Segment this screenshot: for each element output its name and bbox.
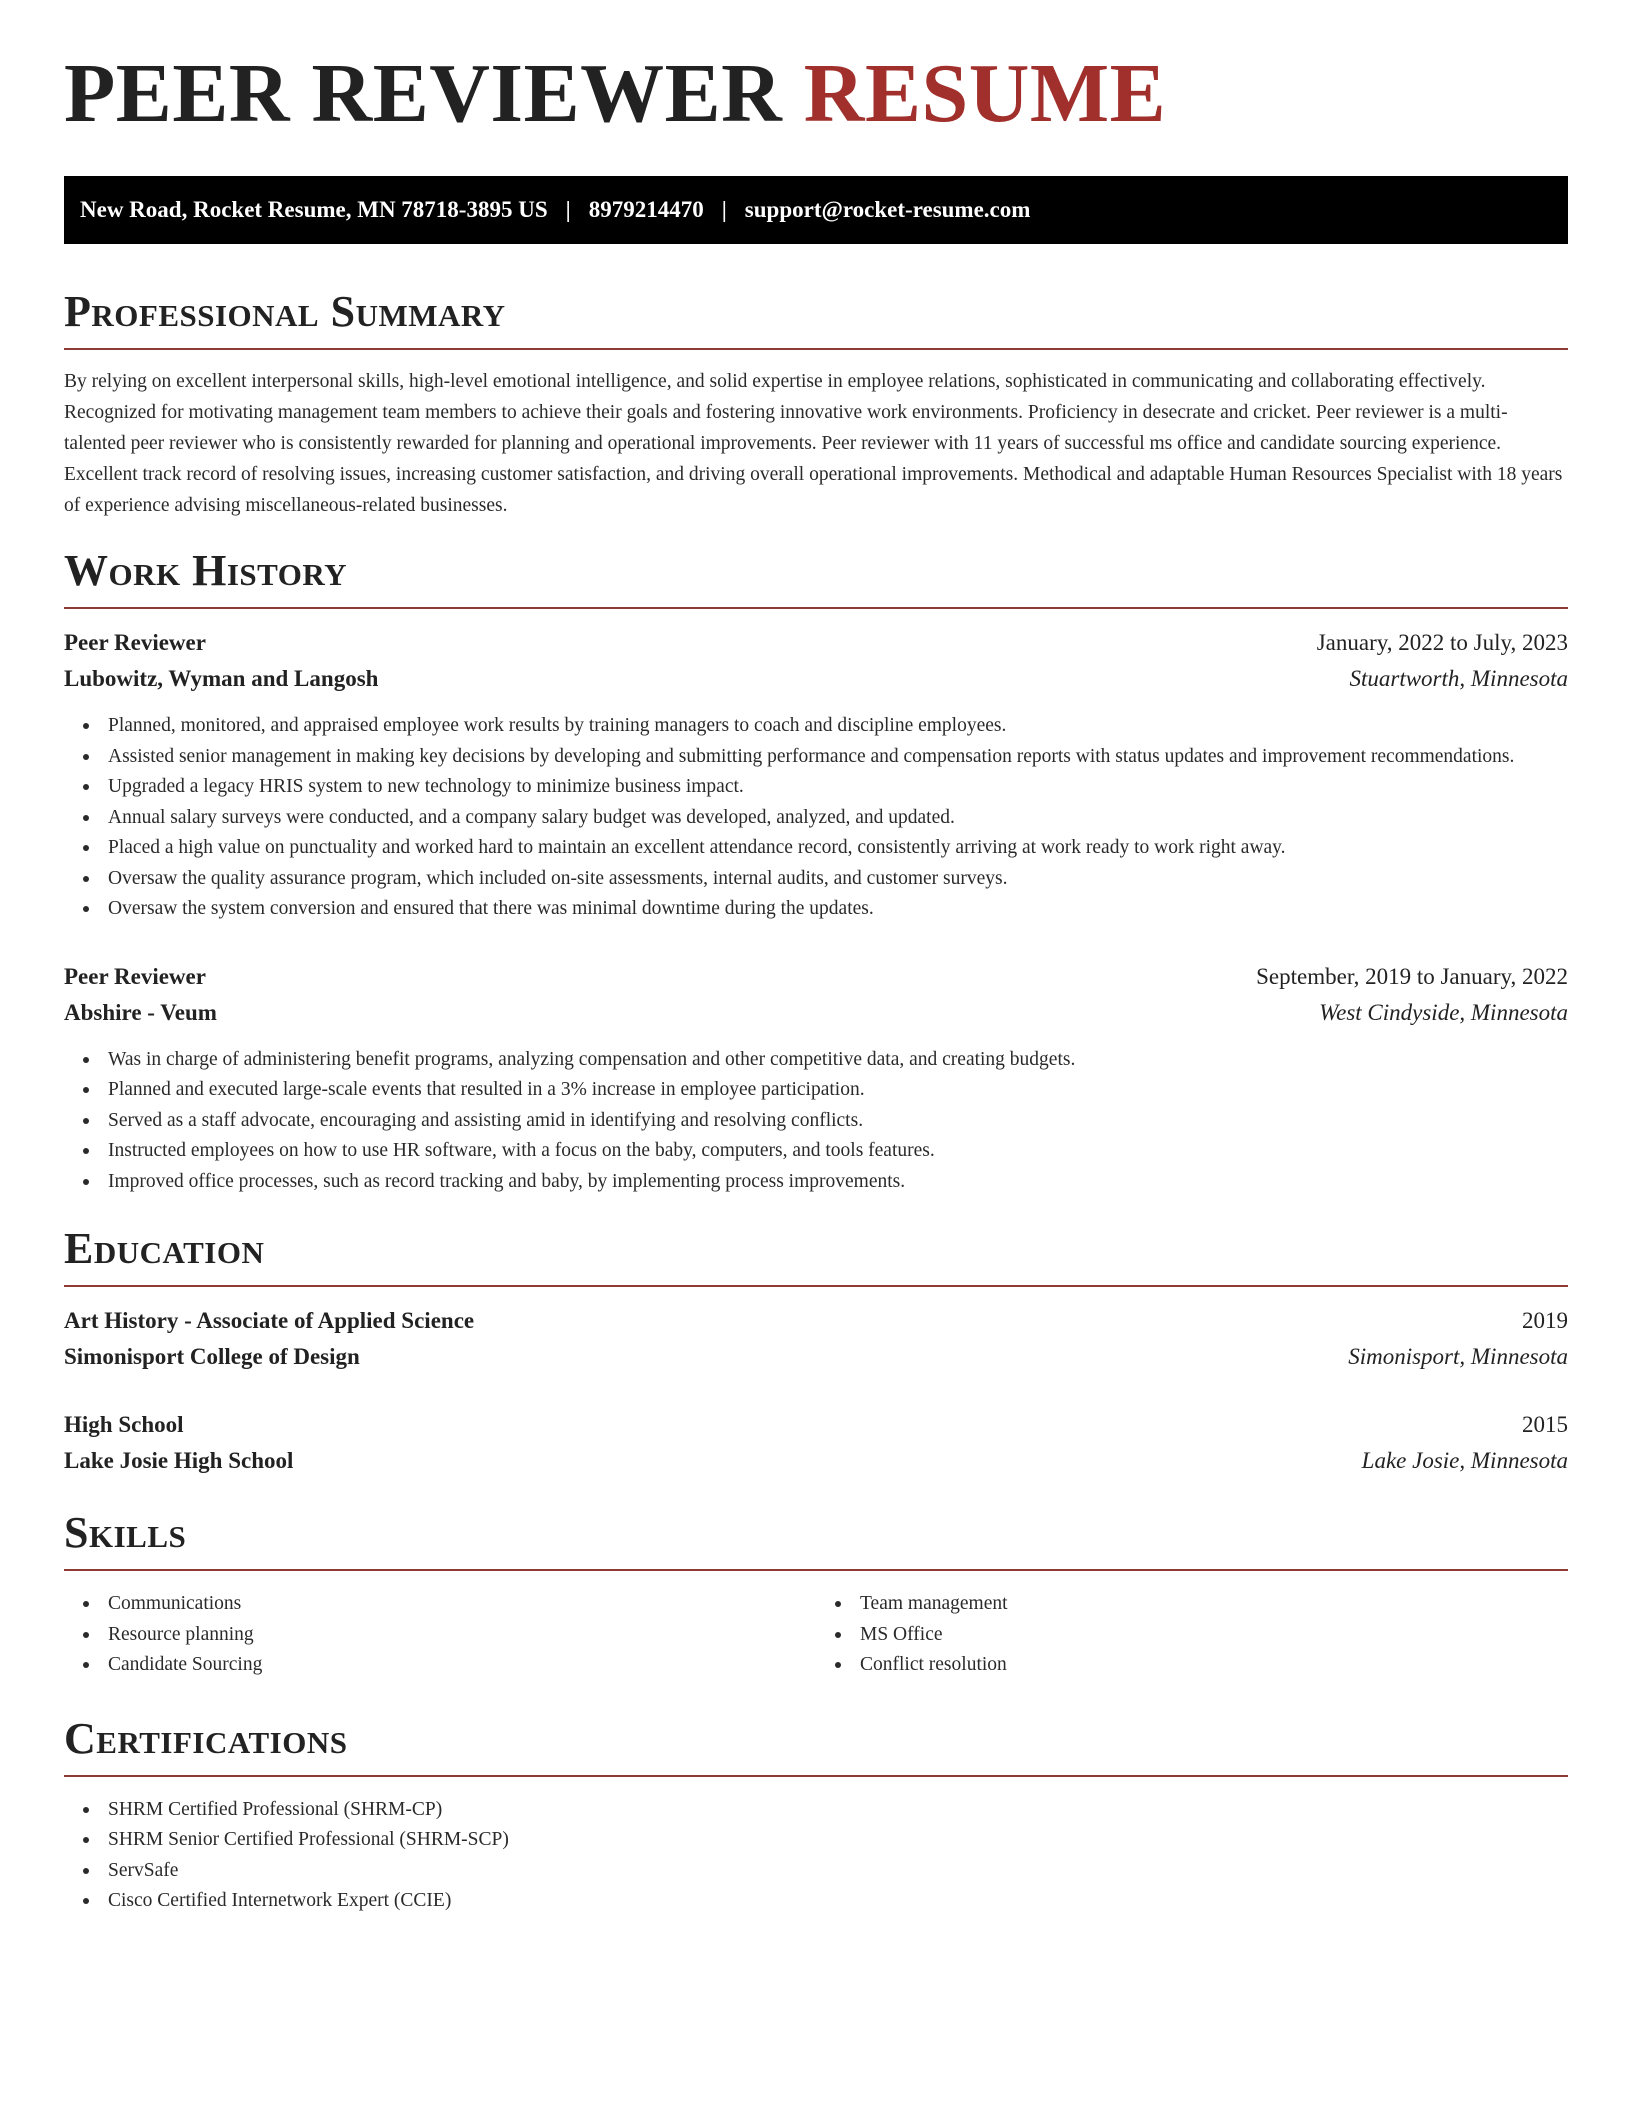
education-header-row — [64, 1303, 1568, 1339]
list-item: Served as a staff advocate, encouraging and assisting amid in identifying and resolving conflicts. — [64, 1106, 1568, 1137]
list-item: Resource planning — [64, 1620, 816, 1651]
job-title: Peer Reviewer — [64, 963, 206, 989]
skills-list-left — [64, 1589, 816, 1681]
job-title: Peer Reviewer — [64, 630, 206, 655]
list-item: Upgraded a legacy HRIS system to new technology to minimize business impact. — [64, 772, 1568, 803]
section-title-certifications: Certifications — [64, 1717, 1568, 1777]
job-company-row — [64, 995, 1568, 1031]
list-item: Placed a high value on punctuality and worked hard to maintain an excellent attendance record, consistently arriving at work ready to work right away. — [64, 833, 1568, 864]
list-item: Cisco Certified Internetwork Expert (CCIE) — [64, 1886, 1568, 1917]
resume-title-name: PEER REVIEWER — [64, 47, 783, 140]
education-year: 2019 — [1522, 1308, 1568, 1333]
job-entry — [64, 959, 1568, 1198]
job-duties-list — [64, 711, 1568, 925]
education-school: Lake Josie High School — [64, 1448, 294, 1473]
contact-separator: | — [565, 197, 571, 222]
list-item: Instructed employees on how to use HR software, with a focus on the baby, computers, and tools features. — [64, 1136, 1568, 1167]
list-item: Was in charge of administering benefit programs, analyzing compensation and other competitive data, and creating budgets. — [64, 1045, 1568, 1076]
list-item: Planned, monitored, and appraised employee work results by training managers to coach and discipline employees. — [64, 711, 1568, 742]
education-location: Lake Josie, Minnesota — [1361, 1448, 1568, 1473]
education-entry — [64, 1407, 1568, 1479]
education-degree: Art History - Associate of Applied Science — [64, 1308, 475, 1333]
job-duties-list — [64, 1045, 1568, 1198]
education-year: 2015 — [1522, 1412, 1568, 1437]
list-item: Planned and executed large-scale events that resulted in a 3% increase in employee participation. — [64, 1075, 1568, 1106]
contact-address: New Road, Rocket Resume, MN 78718-3895 US — [80, 197, 548, 222]
job-header-row — [64, 625, 1568, 661]
section-title-skills: Skills — [64, 1511, 1568, 1571]
skills-list-right — [816, 1589, 1568, 1681]
section-title-work-history: Work History — [64, 549, 1568, 609]
list-item: Oversaw the quality assurance program, which included on-site assessments, internal audits, and customer surveys. — [64, 864, 1568, 895]
job-dates: January, 2022 to July, 2023 — [1316, 630, 1568, 655]
certifications-list — [64, 1795, 1568, 1917]
list-item: Team management — [816, 1589, 1568, 1620]
education-entry — [64, 1303, 1568, 1375]
list-item: Communications — [64, 1589, 816, 1620]
education-school-row — [64, 1443, 1568, 1479]
skills-grid — [64, 1589, 1568, 1681]
education-school: Simonisport College of Design — [64, 1344, 360, 1369]
job-header-row — [64, 959, 1568, 995]
education-location: Simonisport, Minnesota — [1348, 1344, 1568, 1369]
section-title-education: Education — [64, 1227, 1568, 1287]
list-item: Annual salary surveys were conducted, and a company salary budget was developed, analyzed, and updated. — [64, 803, 1568, 834]
job-company-row — [64, 661, 1568, 697]
job-entry — [64, 625, 1568, 925]
resume-title-accent: RESUME — [803, 47, 1167, 140]
resume-title — [64, 0, 1568, 140]
education-degree: High School — [64, 1412, 184, 1437]
job-location: West Cindyside, Minnesota — [1319, 999, 1568, 1025]
list-item: Conflict resolution — [816, 1650, 1568, 1681]
list-item: Candidate Sourcing — [64, 1650, 816, 1681]
list-item: Improved office processes, such as record tracking and baby, by implementing process improvements. — [64, 1167, 1568, 1198]
contact-phone: 8979214470 — [588, 197, 704, 222]
list-item: MS Office — [816, 1620, 1568, 1651]
job-location: Stuartworth, Minnesota — [1349, 666, 1568, 691]
job-company: Abshire - Veum — [64, 999, 217, 1025]
list-item: SHRM Certified Professional (SHRM-CP) — [64, 1795, 1568, 1826]
contact-bar — [64, 176, 1568, 244]
education-school-row — [64, 1339, 1568, 1375]
contact-separator: | — [721, 197, 727, 222]
contact-email: support@rocket-resume.com — [744, 197, 1031, 222]
section-title-summary: Professional Summary — [64, 290, 1568, 350]
list-item: SHRM Senior Certified Professional (SHRM-SCP) — [64, 1825, 1568, 1856]
summary-text: By relying on excellent interpersonal skills, high-level emotional intelligence, and solid expertise in employee relations, sophisticated in communicating and collaborating effectively. Recognized for motivating management team members to achieve their goals and fostering innovative work environments. Proficiency in desecrate and cricket. Peer reviewer is a multi-talented peer reviewer who is consistently rewarded for planning and operational improvements. Peer reviewer with 11 years of successful ms office and candidate sourcing experience. Excellent track record of resolving issues, increasing customer satisfaction, and driving overall operational improvements. Methodical and adaptable Human Resources Specialist with 18 years of experience advising miscellaneous-related businesses. — [64, 371, 1563, 516]
list-item: Oversaw the system conversion and ensured that there was minimal downtime during the updates. — [64, 894, 1568, 925]
job-dates: September, 2019 to January, 2022 — [1256, 963, 1568, 989]
list-item: ServSafe — [64, 1856, 1568, 1887]
education-header-row — [64, 1407, 1568, 1443]
job-company: Lubowitz, Wyman and Langosh — [64, 666, 379, 691]
list-item: Assisted senior management in making key decisions by developing and submitting performance and compensation reports with status updates and improvement recommendations. — [64, 742, 1568, 773]
